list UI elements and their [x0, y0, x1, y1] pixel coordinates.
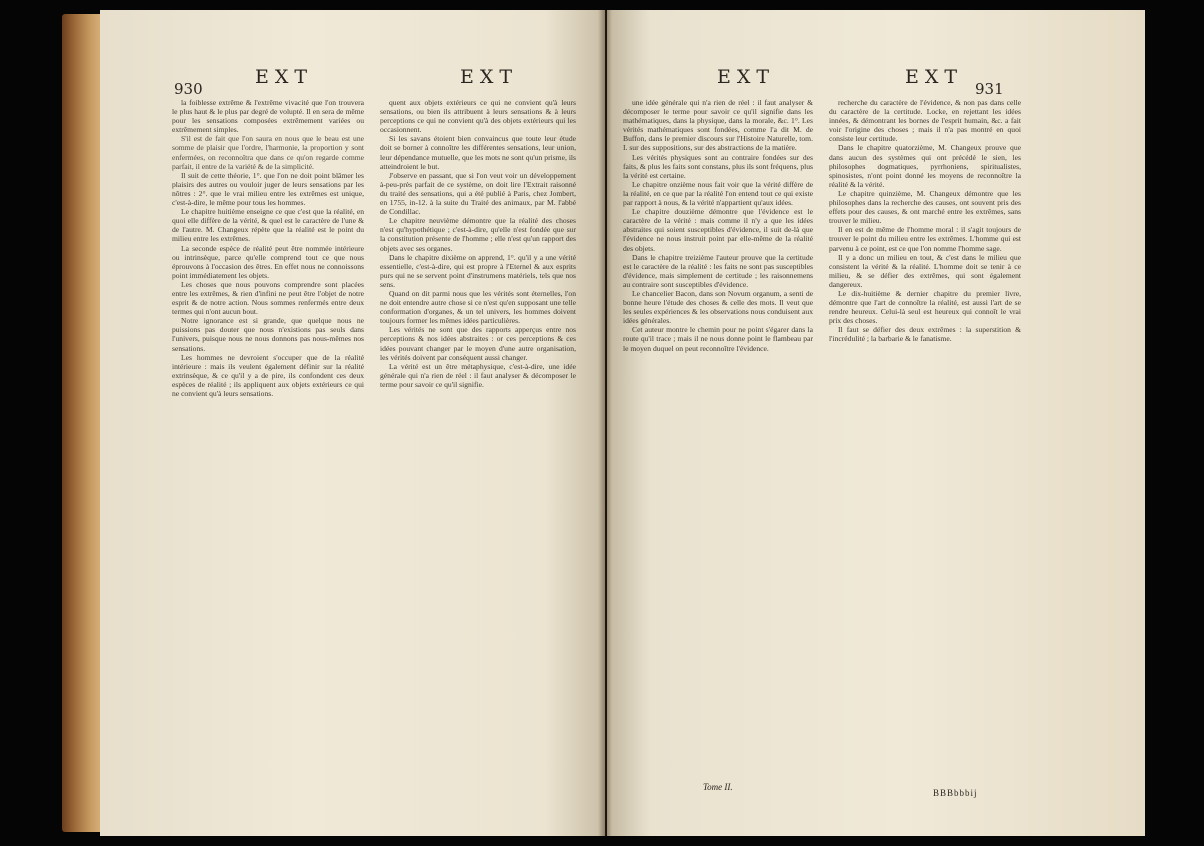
book-gutter: [598, 10, 612, 836]
left-page-column-2: [380, 98, 576, 389]
paragraph: Cet auteur montre le chemin pour ne point s'égarer dans la route qu'il trace ; mais il ne nous donne point le flambeau par le moyen duquel on peut reconnoître l'évidence.: [623, 325, 813, 353]
paragraph: Les choses que nous pouvons comprendre sont placées entre les extrêmes, & rien d'infini ne peut être l'objet de notre esprit & de notre action. Nous sommes renfermés entre deux termes qui n'ont aucun bout.: [172, 279, 364, 317]
tome-label: Tome II.: [703, 782, 733, 792]
paragraph: une idée générale qui n'a rien de réel : il faut analyser & décomposer le terme pour savoir ce qu'il signifie dans les mathématiques, dans la physique, dans la morale, &c. 1°. Les vérités mathématiques sont fondées, comme l'a dit M. de Buffon, dans le premier discours sur l'Histoire Naturelle, tom. I. sur des suppositions, sur des abstractions de la matière.: [623, 98, 813, 153]
paragraph: Le dix-huitième & dernier chapitre du premier livre, démontre que l'art de connoître la réalité, est aussi l'art de se rendre heureux. Celui-là seul est heureux qui connoît le vrai prix des choses.: [829, 288, 1021, 326]
paragraph: Dans le chapitre quatorzième, M. Changeux prouve que dans aucun des systèmes qui ont précédé le sien, les philosophes dogmatiques, pyrrhoniens, spiritualistes, spinosistes, n'ont point donné les moyens de reconnoître la réalité & la vérité.: [829, 143, 1021, 189]
running-head-right-2: EXT: [905, 66, 964, 88]
left-page: [100, 10, 605, 836]
paragraph: Il suit de cette théorie, 1°. que l'on ne doit point blâmer les plaisirs des autres ou vouloir juger de leurs sensations par les nôtres : 2°. que le vrai milieu entre les extrêmes est unique, c'est-à-dire, le même pour tous les hommes.: [172, 170, 364, 208]
right-page-column-1: [623, 98, 813, 353]
paragraph: quent aux objets extérieurs ce qui ne convient qu'à leurs sensations, ou bien ils attribuent à leurs sensations & à leurs perceptions ce qui ne convient qu'à des objets extérieurs qui les occasionnent.: [380, 98, 576, 135]
paragraph: J'observe en passant, que si l'on veut voir un développement à-peu-près parfait de ce système, on doit lire l'Extrait raisonné du traité des sensations, qui a été publié à Paris, chez Jombert, en 1755, in-12. à la suite du Traité des animaux, par M. l'abbé de Condillac.: [380, 170, 576, 217]
paragraph: Quand on dit parmi nous que les vérités sont éternelles, l'on ne doit entendre autre chose si ce n'est qu'en supposant une telle conformation d'organes, & un tel univers, les hommes doivent toujours former les mêmes idées particulières.: [380, 288, 576, 326]
page-number-right: 931: [975, 80, 1004, 98]
paragraph: Le chapitre douzième démontre que l'évidence est le caractère de la vérité : mais comme il n'y a que les idées abstraites qui soient susceptibles d'évidence, il suit de-là que l'évidence ne nous instruit point par elle-même de la réalité des objets.: [623, 207, 813, 253]
right-page-column-2: [829, 98, 1021, 344]
paragraph: Dans le chapitre dixième on apprend, 1°. qu'il y a une vérité essentielle, c'est-à-dire, qui est propre à l'Eternel & aux esprits purs qui ne se servent point d'instrumens matériels, tels que nos sens.: [380, 252, 576, 289]
running-head-left-2: EXT: [460, 66, 519, 88]
paragraph: Le chapitre huitième enseigne ce que c'est que la réalité, en quoi elle diffère de la vérité, & quel est le caractère de l'une & de l'autre. M. Changeux répète que la réalité est le point du milieu entre les extrêmes.: [172, 207, 364, 244]
running-head-left-1: EXT: [255, 66, 314, 88]
paragraph: S'il est de fait que l'on saura en nous que le beau est une somme de plaisir que l'ordre, l'harmonie, la proportion y sont enfermées, on reconnoîtra que dans ce qu'on regarde comme parfait, il entre de la variété & de la simplicité.: [172, 134, 364, 171]
paragraph: La seconde espèce de réalité peut être nommée intérieure ou intrinsèque, parce qu'elle comprend tout ce que nous éprouvons à l'occasion des êtres. En effet nous ne connoissons point immédiatement les objets.: [172, 243, 364, 280]
page-number-left: 930: [174, 80, 203, 98]
running-head-right-1: EXT: [717, 66, 776, 88]
paragraph: Le chancelier Bacon, dans son Novum organum, a senti de bonne heure l'étude des choses & celle des mots. Il veut que les seules expériences & les observations nous conduisent aux idées générales.: [623, 288, 813, 326]
right-page: [607, 10, 1145, 836]
paragraph: La vérité est un être métaphysique, c'est-à-dire, une idée générale qui n'a rien de réel : il faut analyser & décomposer le terme pour savoir ce qu'il signifie.: [380, 361, 576, 389]
paragraph: Il faut se défier des deux extrêmes : la superstition & l'incrédulité ; la barbarie & le fanatisme.: [829, 325, 1021, 344]
left-page-column-1: [172, 98, 364, 398]
paragraph: Il y a donc un milieu en tout, & c'est dans le milieu que consistent la vérité & la réalité. L'homme doit se tenir à ce milieu, & se défier des extrêmes, qui sont également dangereux.: [829, 252, 1021, 289]
paragraph: Le chapitre onzième nous fait voir que la vérité diffère de la réalité, en ce que par la réalité l'on entend tout ce qui existe par rapport à nous, & la vérité n'appartient qu'aux idées.: [623, 179, 813, 208]
paragraph: Les vérités ne sont que des rapports apperçus entre nos perceptions & nos idées abstraites : or ces perceptions & ces idées pouvant changer par le moyen d'une autre organisation, les vérités doivent par conséquent aussi changer.: [380, 325, 576, 362]
paragraph: Le chapitre quinzième, M. Changeux démontre que les philosophes dans la recherche des causes, ont souvent pris des effets pour des causes, & ont marché entre les extrêmes, sans trouver le milieu.: [829, 188, 1021, 226]
paragraph: recherche du caractère de l'évidence, & non pas dans celle du caractère de la certitude. Locke, en rejettant les idées innées, & démontrant les bornes de l'esprit humain, &c. a fait voir l'origine des choses ; mais il n'a pas montré en quoi consiste leur certitude.: [829, 98, 1021, 144]
paragraph: Les hommes ne devroient s'occuper que de la réalité intérieure : mais ils veulent également définir sur la réalité extrinsèque, & ce qu'il y a de pire, ils confondent ces deux espèces de réalité ; ils appliquent aux objets extérieurs ce qui ne convient qu'à leurs sensations.: [172, 352, 364, 398]
paragraph: Notre ignorance est si grande, que quelque nous ne puissions pas douter que nous n'existions pas seuls dans l'univers, puisque nous ne nous donnons pas nous-mêmes nos sensations.: [172, 316, 364, 353]
book-fore-edge-left: [62, 14, 102, 832]
signature-mark: BBBbbbij: [933, 788, 978, 798]
paragraph: Le chapitre neuvième démontre que la réalité des choses n'est qu'hypothétique ; c'est-à-dire, qu'elle n'est fondée que sur la constitution présente de l'homme ; elle n'est qu'un rapport des objets avec ses organes.: [380, 216, 576, 253]
paragraph: Les vérités physiques sont au contraire fondées sur des faits, & plus les faits sont constans, plus ils sont fréquens, plus la vérité est certaine.: [623, 152, 813, 180]
paragraph: la foiblesse extrême & l'extrême vivacité que l'on trouvera le plus haut & le plus par degré de volupté. Il en sera de même pour les sensations composées extrêmement variées ou extrêmement simples.: [172, 98, 364, 135]
paragraph: Si les savans étoient bien convaincus que toute leur étude doit se borner à connoître les différentes sensations, leur union, leur dépendance mutuelle, que les mots ne sont qu'un prisme, ils atteindroient le but.: [380, 134, 576, 171]
paragraph: Il en est de même de l'homme moral : il s'agit toujours de trouver le point du milieu entre les extrêmes. L'homme qui est parvenu à ce point, est ce que l'on nomme l'homme sage.: [829, 225, 1021, 253]
paragraph: Dans le chapitre treizième l'auteur prouve que la certitude est le caractère de la réalité : les faits ne sont pas susceptibles d'évidence, mais simplement de certitude ; les raisonnemens au contraire sont susceptibles d'évidence.: [623, 252, 813, 289]
